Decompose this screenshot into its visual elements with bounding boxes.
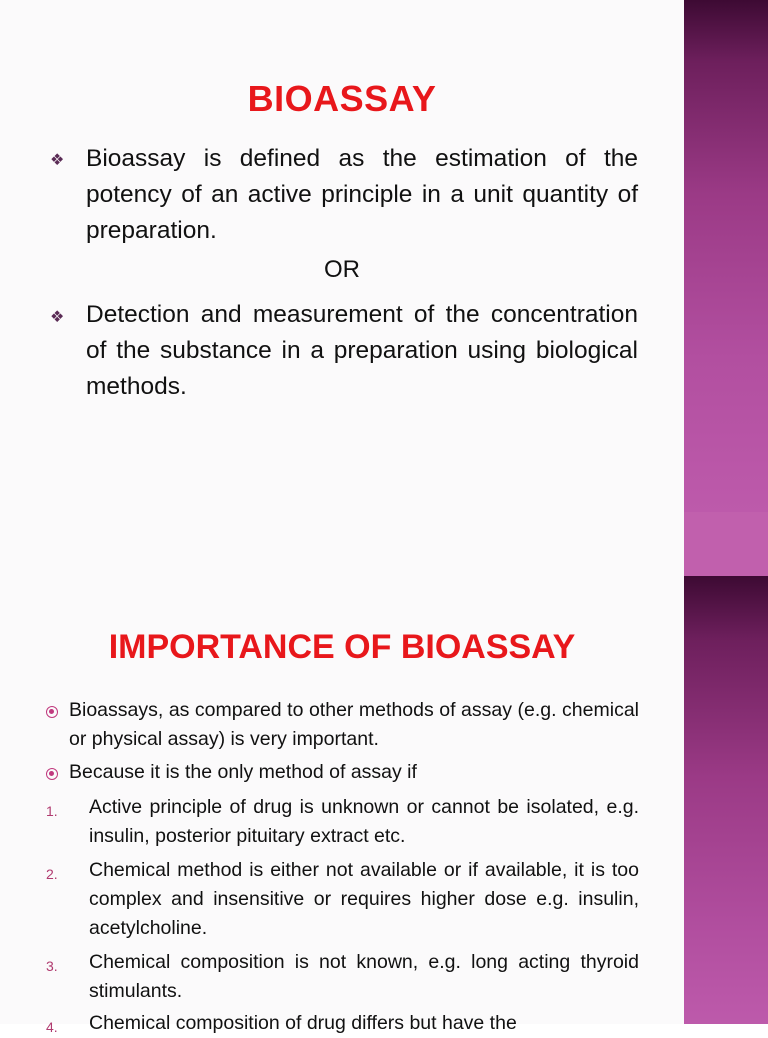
numbered-item: Chemical method is either not available or if available, it is too complex and insensitive or requires higher dose e.g. insulin, acetylcholine. bbox=[89, 859, 639, 939]
list-item: Because it is the only method of assay if bbox=[69, 761, 417, 783]
list-number: 1. bbox=[46, 803, 58, 819]
decorative-side-band bbox=[684, 512, 768, 576]
slide-title: IMPORTANCE OF BIOASSAY bbox=[108, 628, 576, 666]
list-number: 2. bbox=[46, 866, 58, 882]
numbered-item: Chemical composition is not known, e.g. long acting thyroid stimulants. bbox=[89, 951, 639, 1002]
numbered-item: Chemical composition of drug differs but have the bbox=[89, 1012, 517, 1034]
numbered-item: Active principle of drug is unknown or cannot be isolated, e.g. insulin, posterior pituitary extract etc. bbox=[89, 796, 639, 847]
list-number: 4. bbox=[46, 1019, 58, 1035]
slide-importance bbox=[0, 576, 768, 1035]
decorative-side-band bbox=[684, 576, 768, 1024]
diamond-bullet-icon: ❖ bbox=[50, 152, 65, 169]
circle-bullet-icon bbox=[46, 706, 58, 718]
diamond-bullet-icon: ❖ bbox=[50, 309, 65, 326]
list-number: 3. bbox=[46, 958, 58, 974]
slide-title: BIOASSAY bbox=[247, 78, 437, 119]
decorative-side-band bbox=[684, 0, 768, 512]
or-separator: OR bbox=[324, 256, 360, 283]
slide-gap bbox=[0, 512, 768, 576]
list-item: Bioassays, as compared to other methods of assay (e.g. chemical or physical assay) is very important. bbox=[69, 699, 639, 750]
definition-paragraph: Detection and measurement of the concentration of the substance in a preparation using biological methods. bbox=[86, 301, 638, 400]
circle-bullet-icon bbox=[46, 768, 58, 780]
definition-paragraph: Bioassay is defined as the estimation of the potency of an active principle in a unit quantity of preparation. bbox=[86, 145, 638, 244]
slide-bioassay bbox=[0, 0, 768, 512]
